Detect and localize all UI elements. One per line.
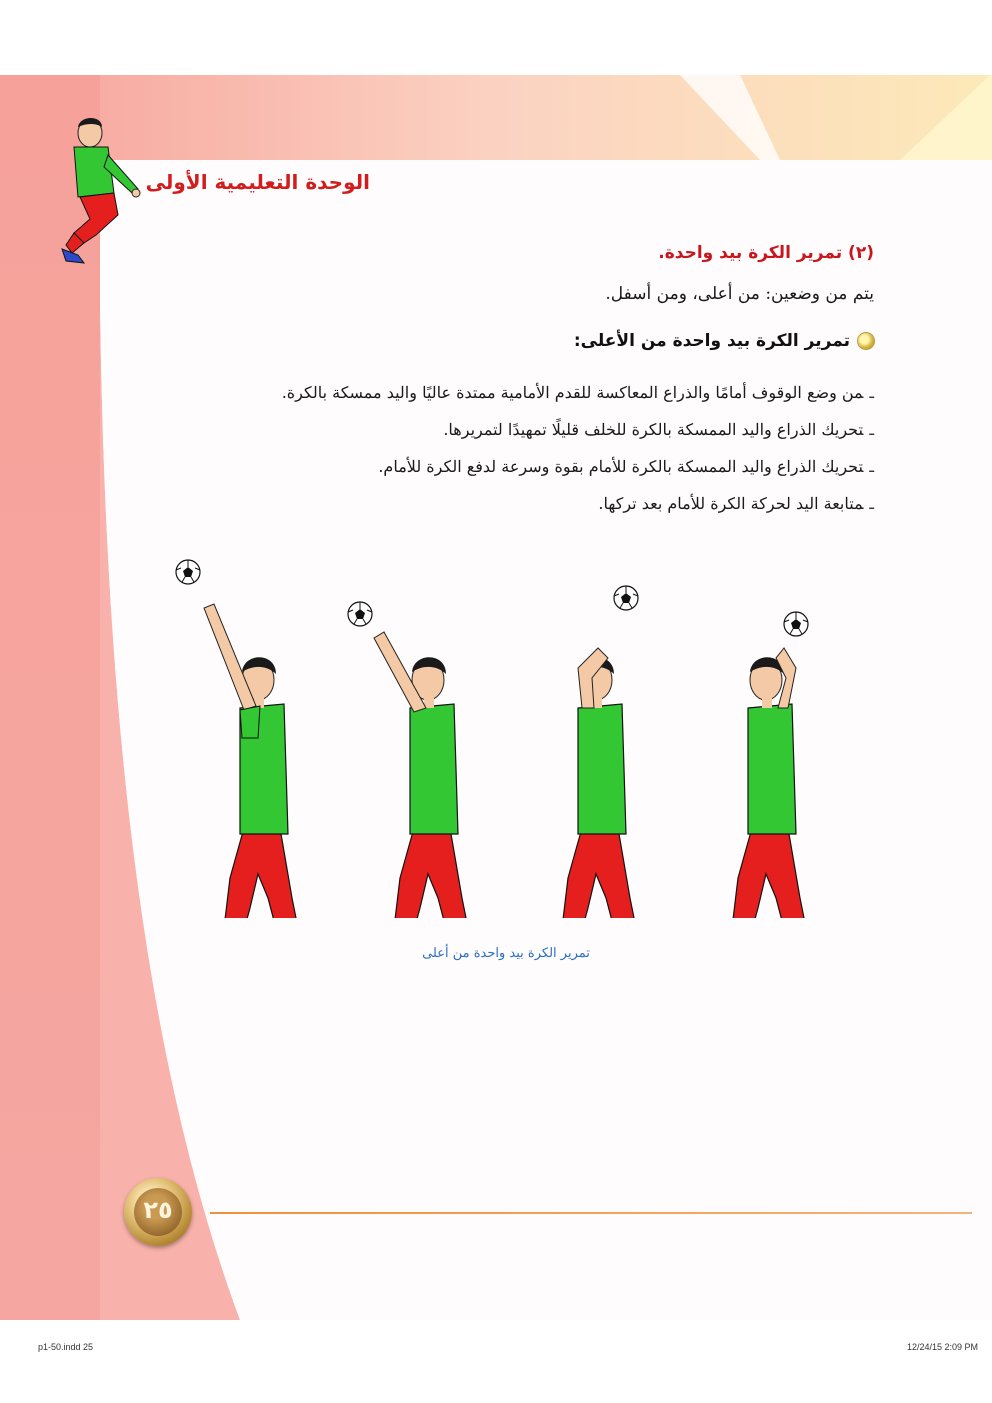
- list-item: [282, 415, 874, 452]
- print-slug-file: p1-50.indd 25: [38, 1342, 94, 1352]
- dash-icon: ـ: [869, 420, 874, 439]
- dash-icon: ـ: [869, 457, 874, 476]
- intro-text: يتم من وضعين: من أعلى، ومن أسفل.: [605, 284, 874, 304]
- steps-list: [282, 378, 874, 526]
- running-boy-mascot-icon: [56, 115, 146, 270]
- list-item: [282, 452, 874, 489]
- dash-icon: ـ: [869, 494, 874, 513]
- dash-icon: ـ: [869, 383, 874, 402]
- step-text: تحريك الذراع واليد الممسكة بالكرة للخلف قليلًا تمهيدًا لتمريرها.: [443, 420, 864, 439]
- sub-heading-label: تمرير الكرة بيد واحدة من الأعلى:: [573, 331, 850, 351]
- boy-figure-4: [722, 648, 814, 918]
- page-number-badge: [124, 1178, 192, 1246]
- throwing-sequence-illustration: [160, 548, 840, 918]
- ball-1: [176, 560, 200, 584]
- list-item: [282, 489, 874, 526]
- print-slug-date: 12/24/15 2:09 PM: [906, 1342, 978, 1352]
- step-text: من وضع الوقوف أمامًا والذراع المعاكسة للقدم الأمامية ممتدة عاليًا واليد ممسكة بالكرة.: [281, 383, 864, 402]
- figure-caption: تمرير الكرة بيد واحدة من أعلى: [422, 946, 590, 961]
- page-number: ٢٥: [143, 1196, 173, 1224]
- ball-3: [614, 586, 638, 610]
- list-item: [282, 378, 874, 415]
- step-text: تحريك الذراع واليد الممسكة بالكرة للأمام بقوة وسرعة لدفع الكرة للأمام.: [378, 457, 864, 476]
- gold-circle-bullet-icon: [858, 333, 874, 349]
- section-heading: (٢) تمرير الكرة بيد واحدة.: [658, 243, 874, 263]
- ball-2: [348, 602, 372, 626]
- page-badge-inner: [134, 1188, 182, 1236]
- step-text: متابعة اليد لحركة الكرة للأمام بعد تركها.: [598, 494, 864, 513]
- unit-title: الوحدة التعليمية الأولى: [145, 170, 370, 194]
- boy-figure-2: [374, 632, 476, 918]
- sub-heading: [574, 331, 874, 351]
- ball-4: [784, 612, 808, 636]
- footer-rule: [210, 1212, 972, 1214]
- boy-figure-3: [552, 648, 644, 918]
- boy-figure-1: [204, 604, 306, 918]
